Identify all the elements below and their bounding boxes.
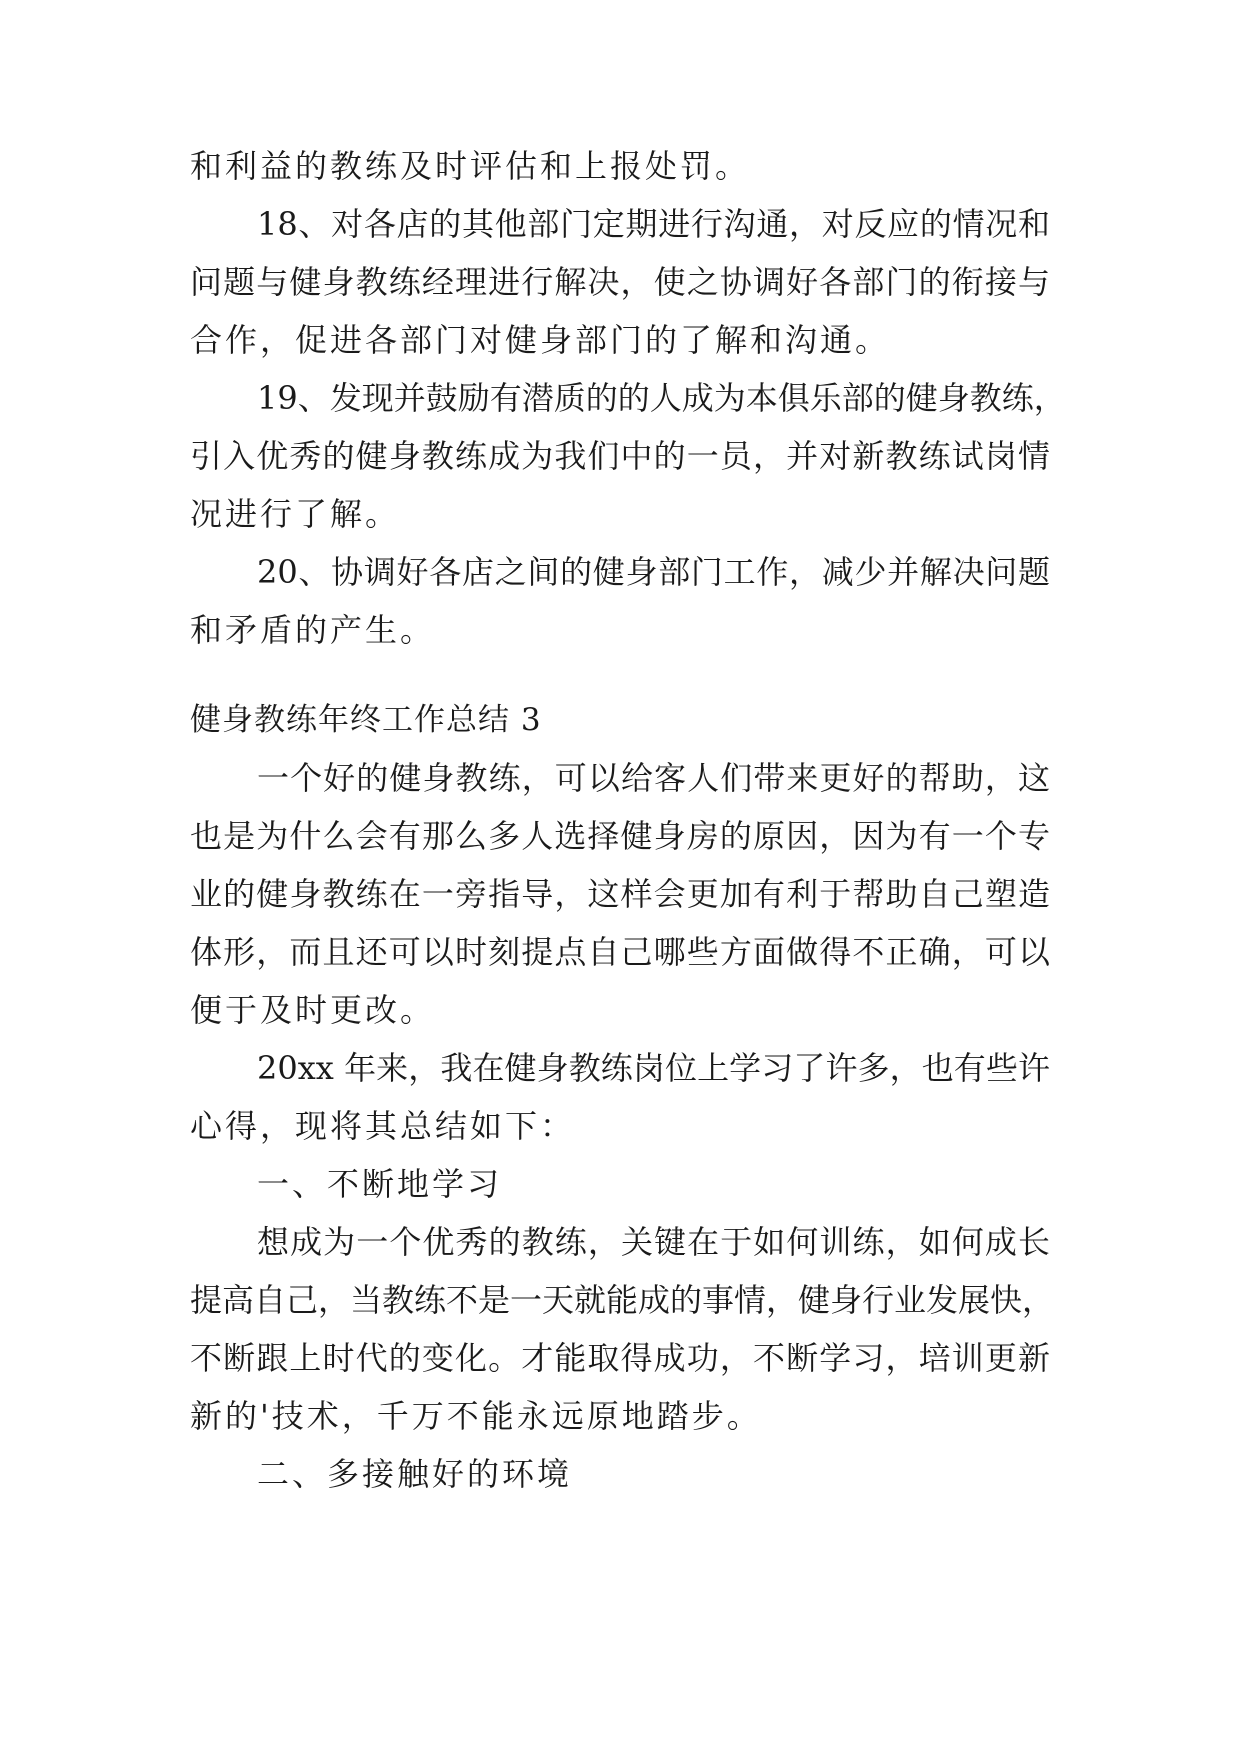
body-line: 便于及时更改。 bbox=[190, 991, 436, 1029]
paragraph-first-line: 20xx 年来，我在健身教练岗位上学习了许多，也有些许 bbox=[257, 1049, 1050, 1087]
body-line: 合作，促进各部门对健身部门的了解和沟通。 bbox=[190, 321, 891, 359]
paragraph-first-line: 19、发现并鼓励有潜质的的人成为本俱乐部的健身教练， bbox=[257, 379, 1066, 417]
body-line: 提高自己，当教练不是一天就能成的事情，健身行业发展快， bbox=[190, 1281, 1055, 1319]
body-line: 新的'技术，千万不能永远原地踏步。 bbox=[190, 1397, 762, 1435]
body-line: 也是为什么会有那么多人选择健身房的原因，因为有一个专 bbox=[190, 817, 1050, 855]
paragraph-first-line: 20、协调好各店之间的健身部门工作，减少并解决问题 bbox=[257, 553, 1050, 591]
body-line: 和利益的教练及时评估和上报处罚。 bbox=[190, 147, 751, 185]
paragraph-first-line: 18、对各店的其他部门定期进行沟通，对反应的情况和 bbox=[257, 205, 1050, 243]
subheading: 二、多接触好的环境 bbox=[257, 1455, 573, 1493]
body-line: 和矛盾的产生。 bbox=[190, 611, 436, 649]
body-line: 不断跟上时代的变化。才能取得成功，不断学习，培训更新 bbox=[190, 1339, 1050, 1377]
paragraph-first-line: 一个好的健身教练，可以给客人们带来更好的帮助，这 bbox=[257, 759, 1050, 797]
body-line: 业的健身教练在一旁指导，这样会更加有利于帮助自己塑造 bbox=[190, 875, 1050, 913]
paragraph-first-line: 想成为一个优秀的教练，关键在于如何训练，如何成长 bbox=[257, 1223, 1050, 1261]
body-line: 问题与健身教练经理进行解决，使之协调好各部门的衔接与 bbox=[190, 263, 1050, 301]
section-heading: 健身教练年终工作总结 3 bbox=[190, 702, 542, 738]
body-line: 体形，而且还可以时刻提点自己哪些方面做得不正确，可以 bbox=[190, 933, 1050, 971]
body-line: 引入优秀的健身教练成为我们中的一员，并对新教练试岗情 bbox=[190, 437, 1050, 475]
body-line: 心得，现将其总结如下： bbox=[190, 1107, 576, 1145]
subheading: 一、不断地学习 bbox=[257, 1165, 503, 1203]
body-line: 况进行了解。 bbox=[190, 495, 401, 533]
